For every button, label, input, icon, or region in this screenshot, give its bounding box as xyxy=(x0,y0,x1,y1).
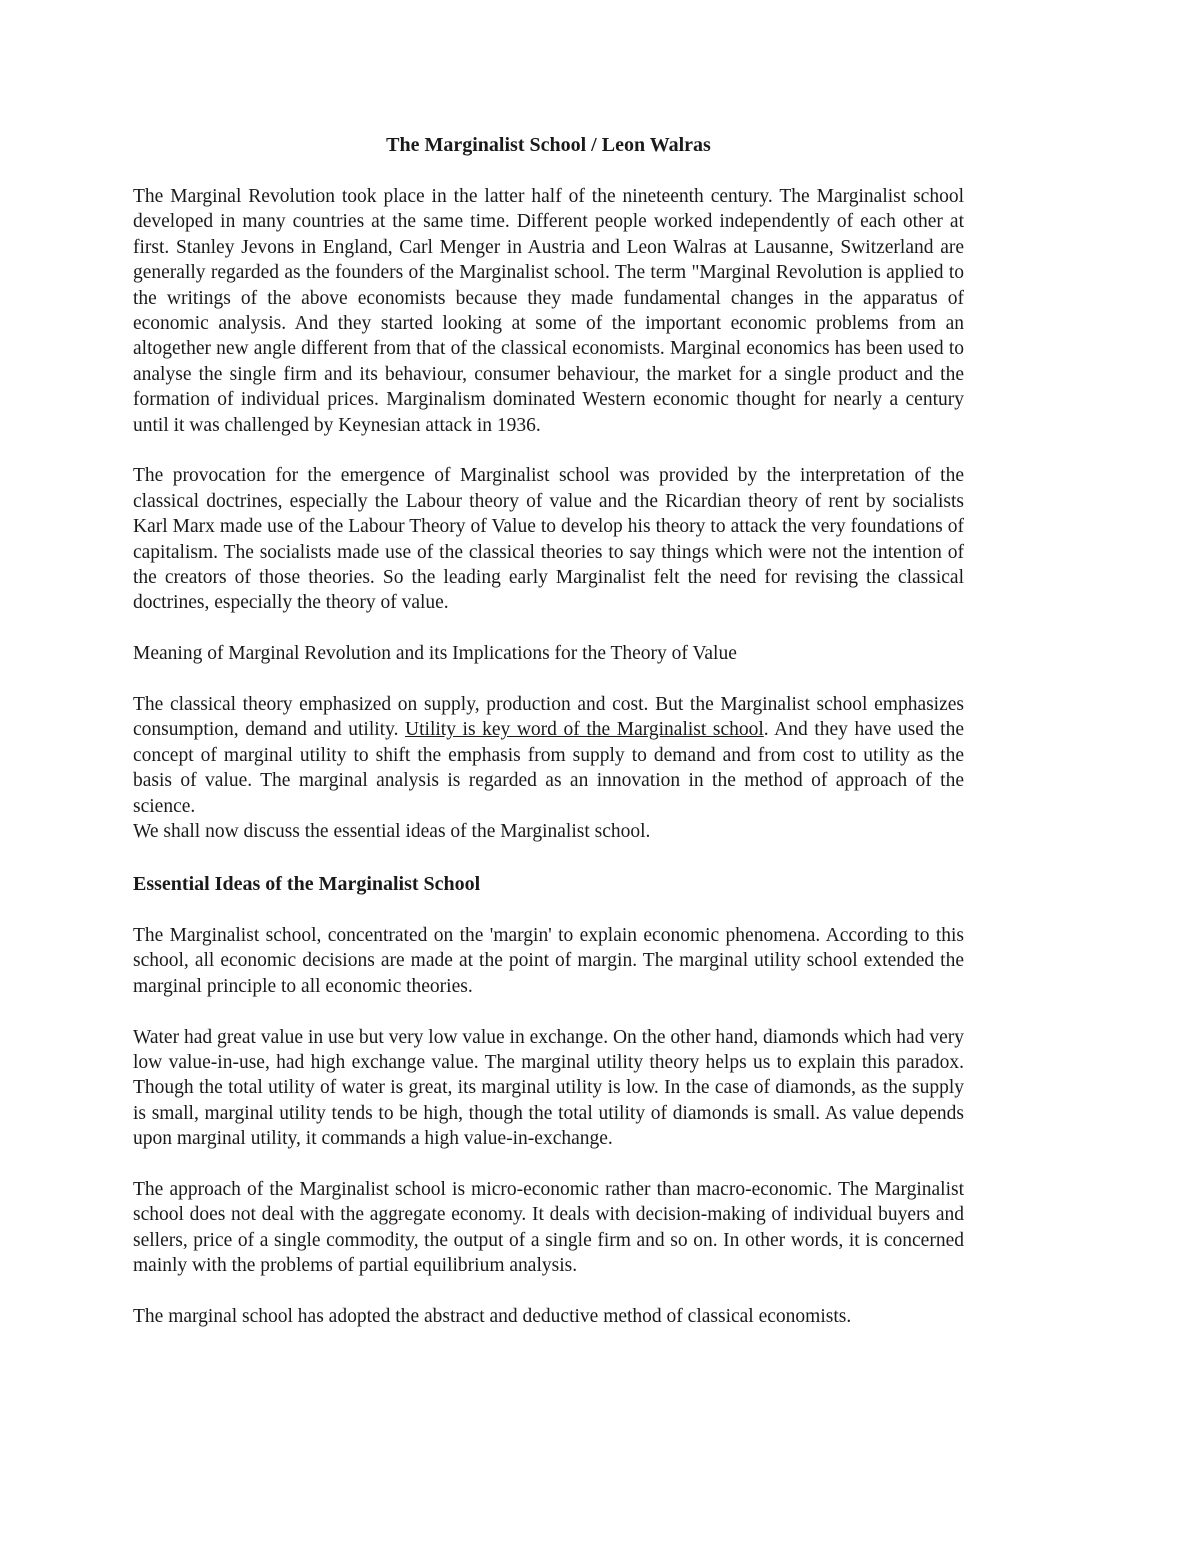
paragraph-marginal-revolution: The Marginal Revolution took place in the latter half of the nineteenth century. The Marginalist school developed in many countries at the same time. Different people worked independently of each other at first. Stanley Jevons in England, Carl Menger in Austria and Leon Walras at Lausanne, Switzerland are generally regarded as the founders of the Marginalist school. The term "Marginal Revolution is applied to the writings of the above economists because they made fundamental changes in the apparatus of economic analysis. And they started looking at some of the important economic problems from an altogether new angle different from that of the classical economists. Marginal economics has been used to analyse the single firm and its behaviour, consumer behaviour, the market for a single product and the formation of individual prices. Marginalism dominated Western economic thought for nearly a century until it was challenged by Keynesian attack in 1936. xyxy=(133,186,964,436)
document-title: The Marginalist School / Leon Walras xyxy=(386,134,711,156)
classical-theory-text-end: . And they have used the concept of marginal utility to shift the emphasis from supply to demand and from cost to utility as the basis of value. The marginal analysis is regarded as an innovation in the method of approach of the science. xyxy=(133,719,965,817)
section-heading-essential-ideas: Essential Ideas of the Marginalist School xyxy=(133,872,481,895)
paragraph-discussion-intro: We shall now discuss the essential ideas of the Marginalist school. xyxy=(133,821,651,843)
underlined-key-phrase: Utility is key word of the Marginalist school xyxy=(405,719,764,741)
paragraph-deductive-method: The marginal school has adopted the abstract and deductive method of classical economists. xyxy=(133,1305,852,1327)
paragraph-classical-theory xyxy=(133,692,964,819)
classical-theory-text-start: The classical theory emphasized on supply, production and cost. But the Marginalist school emphasizes consumption, demand and utility. xyxy=(133,694,964,741)
document-page xyxy=(133,131,964,1355)
paragraph-water-diamond-paradox: Water had great value in use but very low value in exchange. On the other hand, diamonds which had very low value-in-use, had high exchange value. The marginal utility theory helps us to explain this paradox. Though the total utility of water is great, its marginal utility is low. In the case of diamonds, as the supply is small, marginal utility tends to be high, though the total utility of diamonds is small. As value depends upon marginal utility, it commands a high value-in-exchange. xyxy=(133,1026,964,1150)
paragraph-provocation: The provocation for the emergence of Marginalist school was provided by the interpretation of the classical doctrines, especially the Labour theory of value and the Ricardian theory of rent by socialists Karl Marx made use of the Labour Theory of Value to develop his theory to attack the very foundations of capitalism. The socialists made use of the classical theories to say things which were not the intention of the creators of those theories. So the leading early Marginalist felt the need for revising the classical doctrines, especially the theory of value. xyxy=(133,465,964,614)
paragraph-meaning-subtitle: Meaning of Marginal Revolution and its Implications for the Theory of Value xyxy=(133,643,737,665)
paragraph-micro-economic-approach: The approach of the Marginalist school is micro-economic rather than macro-economic. The Marginalist school does not deal with the aggregate economy. It deals with decision-making of individual buyers and sellers, price of a single commodity, the output of a single firm and so on. In other words, it is concerned mainly with the problems of partial equilibrium analysis. xyxy=(133,1178,964,1277)
paragraph-margin-concept: The Marginalist school, concentrated on the 'margin' to explain economic phenomena. According to this school, all economic decisions are made at the point of margin. The marginal utility school extended the marginal principle to all economic theories. xyxy=(133,924,964,997)
